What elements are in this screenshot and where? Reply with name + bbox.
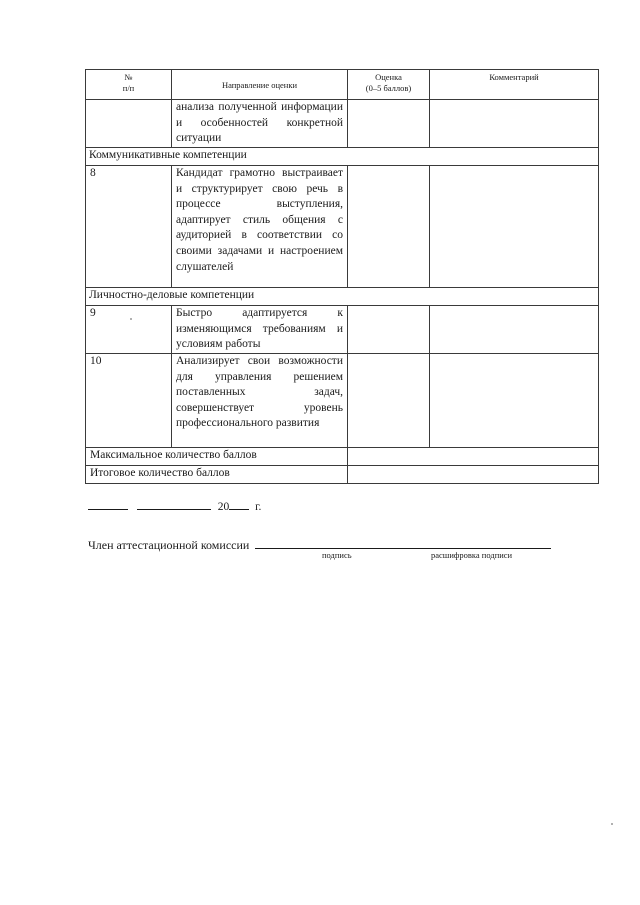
score-cell[interactable] xyxy=(348,166,430,288)
max-score-value[interactable] xyxy=(348,448,599,466)
row-number: 10 xyxy=(86,354,172,448)
year-prefix: 20 xyxy=(217,501,230,513)
month-blank[interactable] xyxy=(137,497,211,510)
signature-blank[interactable] xyxy=(255,536,551,549)
comment-cell[interactable] xyxy=(430,100,599,148)
score-cell[interactable] xyxy=(348,306,430,354)
section-communicative: Коммуникативные компетенции xyxy=(86,148,599,166)
date-line xyxy=(88,497,261,513)
table-row xyxy=(86,354,599,448)
comment-cell[interactable] xyxy=(430,306,599,354)
header-score: Оценка (0–5 баллов) xyxy=(348,70,430,100)
table-row xyxy=(86,100,599,148)
year-blank[interactable] xyxy=(229,497,249,510)
comment-cell[interactable] xyxy=(430,166,599,288)
score-cell[interactable] xyxy=(348,100,430,148)
total-score-row xyxy=(86,466,599,484)
day-blank[interactable] xyxy=(88,497,128,510)
scan-speck xyxy=(611,823,613,825)
evaluation-table xyxy=(85,69,599,484)
section-row xyxy=(86,288,599,306)
row-direction: Кандидат грамотно выстраивает и структурирует свою речь в процессе выступления, адаптирует стиль общения с аудиторией в соответствии со своими задачами и настроением слушателей xyxy=(172,166,348,288)
section-row xyxy=(86,148,599,166)
table-row xyxy=(86,166,599,288)
year-suffix: г. xyxy=(255,501,262,513)
row-direction: Быстро адаптируется к изменяющимся требованиям и условиям работы xyxy=(172,306,348,354)
total-score-label: Итоговое количество баллов xyxy=(86,466,348,484)
comment-cell[interactable] xyxy=(430,354,599,448)
row-direction: анализа полученной информации и особенностей конкретной ситуации xyxy=(172,100,348,148)
table-header-row xyxy=(86,70,599,100)
row-direction: Анализирует свои возможности для управления решением поставленных задач, совершенствует уровень профессионального развития xyxy=(172,354,348,448)
scan-speck xyxy=(130,318,132,320)
header-direction: Направление оценки xyxy=(172,70,348,100)
signature-caption: подпись xyxy=(322,550,352,560)
row-number: 8 xyxy=(86,166,172,288)
total-score-value[interactable] xyxy=(348,466,599,484)
row-number xyxy=(86,100,172,148)
header-number: № п/п xyxy=(86,70,172,100)
row-number: 9 xyxy=(86,306,172,354)
max-score-row xyxy=(86,448,599,466)
max-score-label: Максимальное количество баллов xyxy=(86,448,348,466)
table-row xyxy=(86,306,599,354)
section-personal: Личностно-деловые компетенции xyxy=(86,288,599,306)
header-comment: Комментарий xyxy=(430,70,599,100)
decoding-caption: расшифровка подписи xyxy=(431,550,513,560)
score-cell[interactable] xyxy=(348,354,430,448)
member-label: Член аттестационной комиссии xyxy=(88,538,250,552)
